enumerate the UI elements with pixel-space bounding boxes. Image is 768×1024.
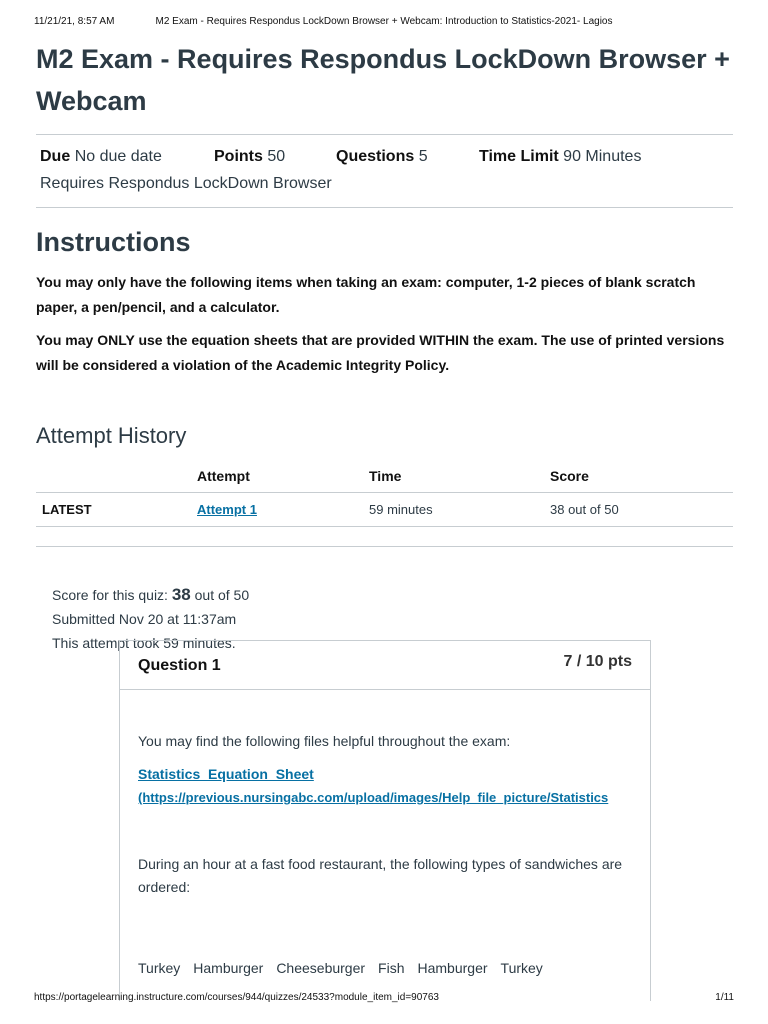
files-intro: You may find the following files helpful throughout the exam: <box>138 733 511 749</box>
question-title: Question 1 <box>138 657 221 674</box>
column-header-attempt: Attempt <box>191 460 363 493</box>
instructions-paragraph: You may ONLY use the equation sheets that are provided WITHIN the exam. The use of printed versions will be considered a violation of the Academic Integrity Policy. <box>36 332 725 373</box>
sandwich-list <box>138 957 632 980</box>
equation-sheet-link[interactable]: Statistics_Equation_Sheet <box>138 766 314 782</box>
column-header-score: Score <box>544 460 733 493</box>
lockdown-requirement: Requires Respondus LockDown Browser <box>40 175 332 192</box>
list-item: Fish <box>378 960 405 976</box>
list-item: Hamburger <box>417 960 488 976</box>
quiz-score-line <box>52 583 733 607</box>
score-value: 38 <box>171 585 191 604</box>
quiz-title: M2 Exam - Requires Respondus LockDown Browser + Webcam <box>36 44 730 116</box>
attempt-duration: This attempt took 59 minutes. <box>52 635 236 651</box>
score-prefix: Score for this quiz: <box>52 587 168 603</box>
question-points: 7 / 10 pts <box>563 653 632 670</box>
divider <box>36 546 733 547</box>
instructions-heading: Instructions <box>36 227 191 257</box>
list-item: Turkey <box>500 960 543 976</box>
questions-value: 5 <box>418 148 428 165</box>
attempt-1-link[interactable]: Attempt 1 <box>197 502 257 517</box>
question-prompt: During an hour at a fast food restaurant, the following types of sandwiches are ordered: <box>138 856 623 895</box>
attempt-history-heading: Attempt History <box>36 423 187 448</box>
print-page-number: 1/11 <box>715 992 734 1003</box>
due-label: Due <box>40 148 71 165</box>
points-label: Points <box>214 148 263 165</box>
divider <box>36 207 733 208</box>
due-value: No due date <box>74 148 162 165</box>
list-item: Turkey <box>138 960 181 976</box>
points-value: 50 <box>267 148 286 165</box>
list-item: Cheeseburger <box>276 960 366 976</box>
question-header <box>120 641 650 690</box>
submitted-text: Submitted Nov 20 at 11:37am <box>52 611 237 627</box>
instructions-paragraph: You may only have the following items when taking an exam: computer, 1-2 pieces of blank scratch paper, a pen/pencil, and a calculator. <box>36 274 696 315</box>
attempt-score: 38 out of 50 <box>544 493 733 527</box>
column-header-time: Time <box>363 460 544 493</box>
score-suffix: out of 50 <box>194 587 250 603</box>
attempt-history-table <box>36 460 733 527</box>
attempt-time: 59 minutes <box>363 493 544 527</box>
quiz-content <box>36 38 733 655</box>
equation-sheet-url-link[interactable]: (https://previous.nursingabc.com/upload/images/Help_file_picture/Statistics <box>138 790 609 805</box>
questions-label: Questions <box>336 148 415 165</box>
print-url: https://portagelearning.instructure.com/courses/944/quizzes/24533?module_item_id=90763 <box>34 992 439 1003</box>
print-datetime: 11/21/21, 8:57 AM <box>34 16 115 27</box>
list-item: Hamburger <box>193 960 264 976</box>
question-card <box>119 640 651 1001</box>
quiz-details <box>36 135 733 207</box>
question-body <box>120 690 650 980</box>
time-limit-label: Time Limit <box>479 148 559 165</box>
print-document-title: M2 Exam - Requires Respondus LockDown Browser + Webcam: Introduction to Statistics-2021- Lagios <box>155 16 613 27</box>
print-header <box>34 16 734 30</box>
column-header <box>36 460 191 493</box>
latest-label: LATEST <box>36 493 191 527</box>
table-row <box>36 493 733 527</box>
print-footer <box>34 992 734 1006</box>
time-limit-value: 90 Minutes <box>563 148 642 165</box>
